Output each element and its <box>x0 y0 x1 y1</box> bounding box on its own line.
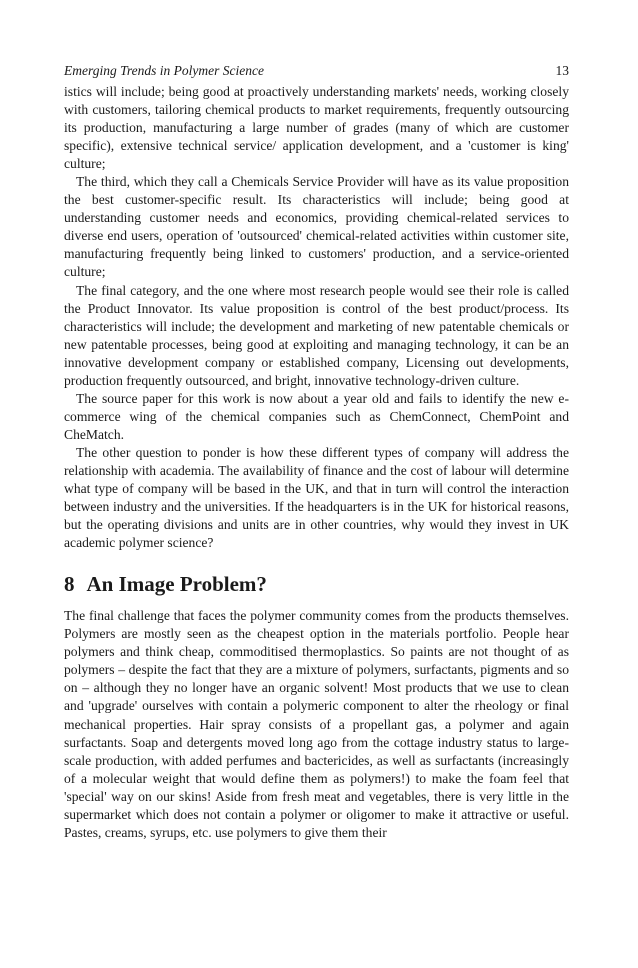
running-header <box>64 62 569 80</box>
paragraph-academia: The other question to ponder is how these different types of company will address the relationship with academia. The availability of finance and the cost of labour will determine what type of company will be based in the UK, and that in turn will control the interaction between industry and the universities. If the headquarters is in the UK for historical reasons, but the operating divisions and units are in other countries, why would they invest in UK academic polymer science? <box>64 444 569 551</box>
paragraph-image-problem: The final challenge that faces the polymer community comes from the products themselves. Polymers are mostly seen as the cheapest option in the materials portfolio. People hear polymers and think cheap, commoditised thermoplastics. So paints are not thought of as polymers – despite the fact that they are a mixture of polymers, surfactants, pigments and so on – although they no longer have an organic solvent! Most products that we use to clean and 'upgrade' ourselves with contain a polymeric component to alter the rheology or final mechanical properties. Hair spray consists of a propellant gas, a polymer and again surfactants. Soap and detergents moved long ago from the cottage industry status to large-scale production, with added perfumes and bactericides, as well as surfactants (increasingly of a molecular weight that would define them as polymers!) to make the foam feel that 'special' way on our skins! Aside from fresh meat and vegetables, there is very little in the supermarket which does not contain a polymer or oligomer to make it attractive or useful. Pastes, creams, syrups, etc. use polymers to give them their <box>64 608 569 840</box>
section-number: 8 <box>64 572 75 597</box>
page-number: 13 <box>555 63 569 78</box>
section-heading <box>64 571 569 597</box>
paragraph-e-commerce: The source paper for this work is now about a year old and fails to identify the new e-commerce wing of the chemical companies such as ChemConnect, ChemPoint and CheMatch. <box>64 390 569 442</box>
paragraph-service-provider: The third, which they call a Chemicals Service Provider will have as its value proposition the best customer-specific result. Its characteristics will include; being good at understanding customer needs and economics, providing chemical-related services to diverse end users, operation of 'outsourced' chemical-related activities within customer site, manufacturing frequently being linked to customers' production, and a service-oriented culture; <box>64 174 569 280</box>
paragraph-product-innovator: The final category, and the one where most research people would see their role is called the Product Innovator. Its value proposition is control of the best product/process. Its characteristics will include; the development and marketing of new patentable chemicals or new patentable processes, being good at exploiting and managing technology, it can be an innovative development company or established company, Licensing out developments, production frequently outsourced, and bright, innovative technology-driven culture. <box>64 282 569 388</box>
running-title: Emerging Trends in Polymer Science <box>64 63 264 78</box>
paragraph-continued: istics will include; being good at proactively understanding markets' needs, working closely with customers, tailoring chemical products to market requirements, frequently outsourcing its production, manufacturing a large number of grades (many of which are customer specific), extensive technical service/ application development, and a 'customer is king' culture; <box>64 84 569 172</box>
document-page <box>64 62 569 842</box>
section-title: An Image Problem? <box>86 572 267 597</box>
